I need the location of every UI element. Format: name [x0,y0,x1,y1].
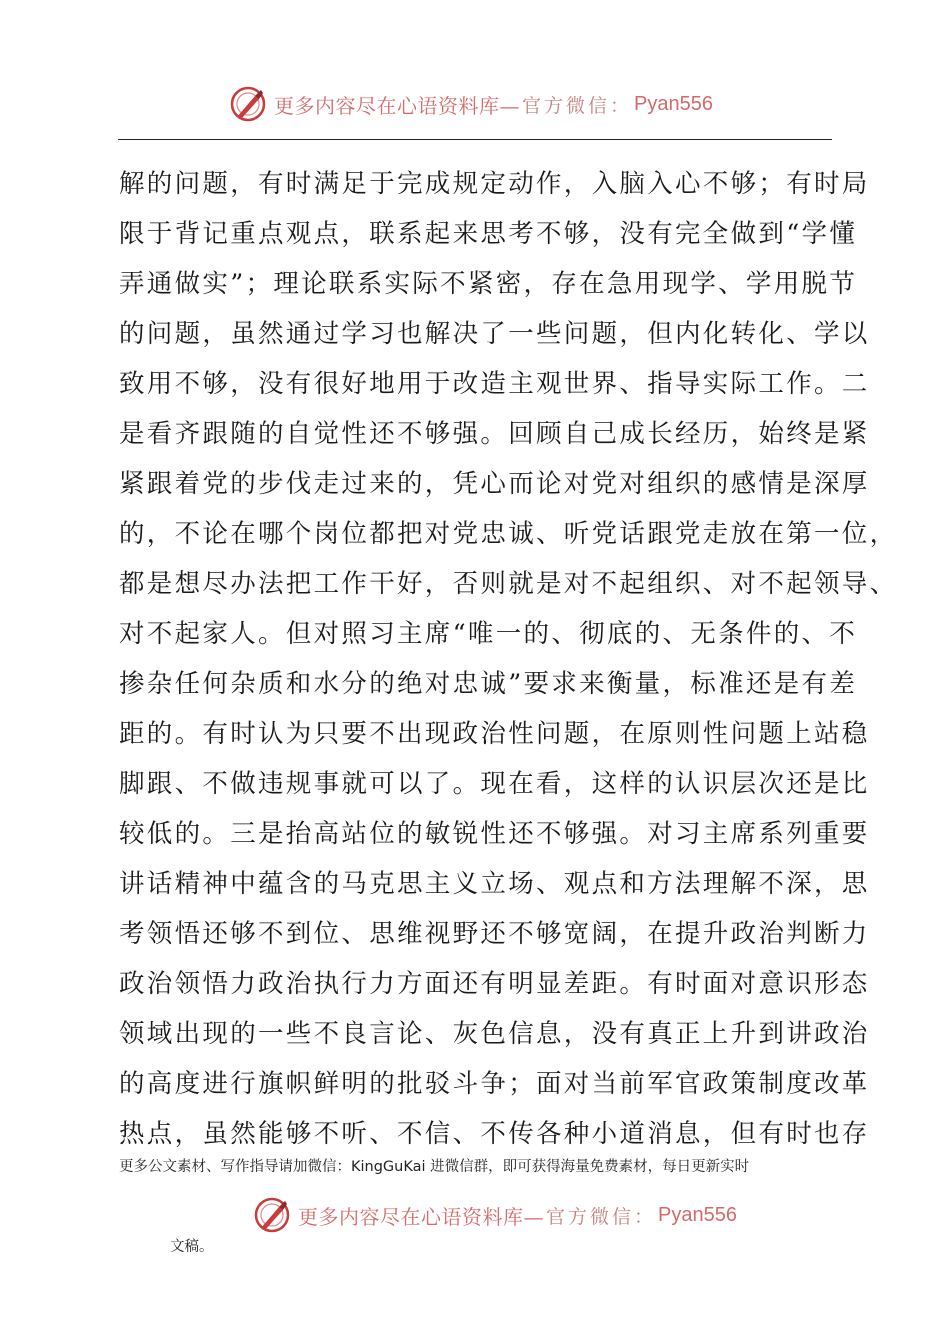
body-line: 是看齐跟随的自觉性还不够强。回顾自己成长经历，始终是紧 [119,419,870,449]
banner-main-text: 更多内容尽在心语资料库— [298,1204,544,1229]
body-line: 的高度进行旗帜鲜明的批驳斗争；面对当前军官政策制度改革 [119,1069,870,1099]
banner-official-label: 官方微信： [522,94,633,117]
body-line: 致用不够，没有很好地用于改造主观世界、指导实际工作。二 [119,369,870,399]
body-line: 领域出现的一些不良言论、灰色信息，没有真正上升到讲政治 [119,1019,870,1049]
banner-wechat-id: Pyan556 [634,92,713,115]
body-line: 讲话精神中蕴含的马克思主义立场、观点和方法理解不深，思 [119,869,870,899]
body-line: 弄通做实”；理论联系实际不紧密，存在急用现学、学用脱节 [119,269,858,299]
body-line: 较低的。三是抬高站位的敏锐性还不够强。对习主席系列重要 [119,819,870,849]
body-line: 的，不论在哪个岗位都把对党忠诚、听党话跟党走放在第一位， [119,519,898,549]
document-body [119,166,898,1166]
pen-logo-icon [252,1195,292,1235]
body-line: 对不起家人。但对照习主席“唯一的、彻底的、无条件的、不 [119,619,858,649]
footer-note: 更多公文素材、写作指导请加微信：KingGuKai 进微信群，即可获得海量免费素材，每日更新实时 [119,1159,750,1175]
body-line: 掺杂任何杂质和水分的绝对忠诚”要求来衡量，标准还是有差 [119,669,858,699]
footer-note-tail: 文稿。 [170,1239,214,1255]
header-banner [228,84,713,124]
header-divider [118,139,832,140]
banner-wechat-id: Pyan556 [658,1203,737,1226]
body-line: 考领悟还够不到位、思维视野还不够宽阔，在提升政治判断力 [119,919,870,949]
body-line: 脚跟、不做违规事就可以了。现在看，这样的认识层次还是比 [119,769,870,799]
body-line: 解的问题，有时满足于完成规定动作，入脑入心不够；有时局 [119,169,870,199]
footer-banner [252,1195,737,1235]
banner-main-text: 更多内容尽在心语资料库— [274,93,520,118]
body-line: 政治领悟力政治执行力方面还有明显差距。有时面对意识形态 [119,969,870,999]
body-line: 的问题，虽然通过学习也解决了一些问题，但内化转化、学以 [119,319,870,349]
pen-logo-icon [228,84,268,124]
body-line: 距的。有时认为只要不出现政治性问题，在原则性问题上站稳 [119,719,870,749]
body-line: 紧跟着党的步伐走过来的，凭心而论对党对组织的感情是深厚 [119,469,870,499]
banner-official-label: 官方微信： [546,1205,657,1228]
body-line: 限于背记重点观点，联系起来思考不够，没有完全做到“学懂 [119,219,858,249]
body-line: 热点，虽然能够不听、不信、不传各种小道消息，但有时也存 [119,1119,870,1149]
body-line: 都是想尽办法把工作干好，否则就是对不起组织、对不起领导、 [119,569,898,599]
